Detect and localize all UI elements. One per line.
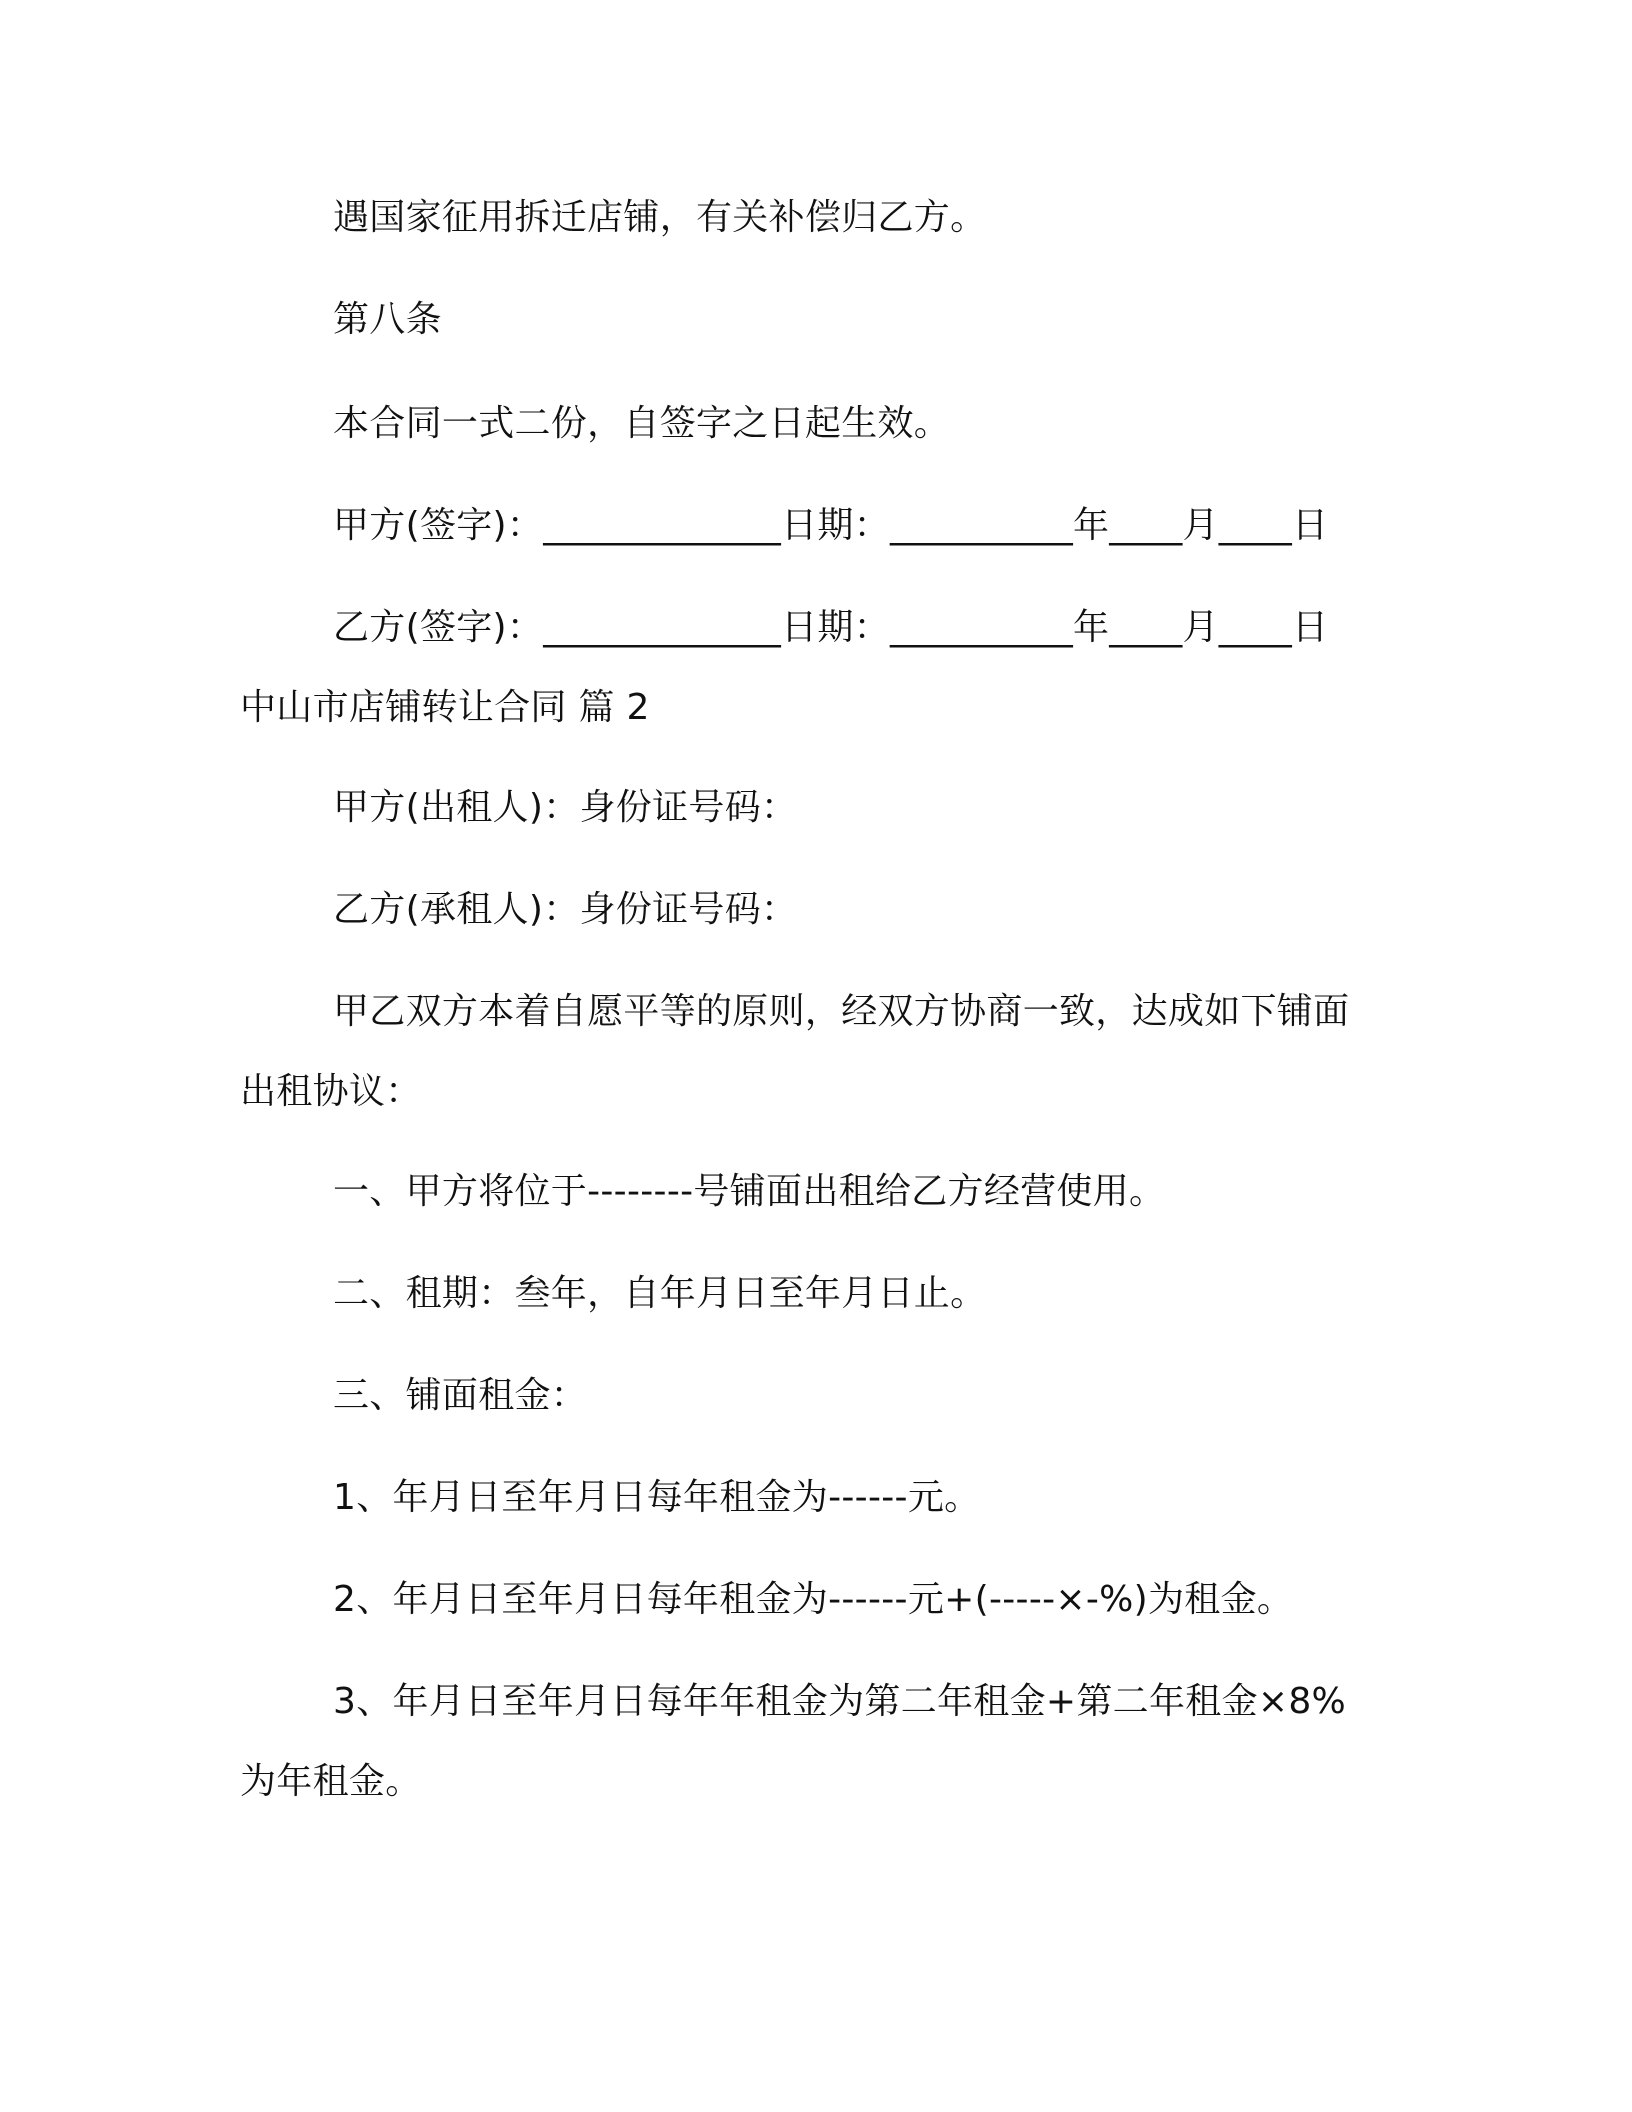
paragraph-effective: 本合同一式二份，自签字之日起生效。 [333,403,951,444]
party-b-line: 乙方(承租人)：身份证号码： [333,889,798,930]
rent-item-one: 1、年月日至年月日每年租金为------元。 [333,1477,981,1518]
rent-item-three-line-2: 为年租金。 [240,1761,422,1802]
paragraph-compensation: 遇国家征用拆迁店铺，有关补偿归乙方。 [333,197,987,238]
clause-three-heading: 三、铺面租金： [333,1375,588,1416]
rent-item-two: 2、年月日至年月日每年租金为------元+(-----×-%)为租金。 [333,1579,1294,1620]
signature-line-party-b: 乙方(签字)：_____________日期：__________年____月____日 [333,607,1329,648]
section-title: 中山市店铺转让合同 篇 2 [240,687,650,728]
clause-one: 一、甲方将位于--------号铺面出租给乙方经营使用。 [333,1171,1166,1212]
agreement-intro-line-2: 出租协议： [240,1071,422,1112]
rent-item-three-line-1: 3、年月日至年月日每年年租金为第二年租金+第二年租金×8% [333,1681,1347,1722]
clause-two: 二、租期：叁年，自年月日至年月日止。 [333,1273,987,1314]
agreement-intro-line-1: 甲乙双方本着自愿平等的原则，经双方协商一致，达成如下铺面 [333,991,1350,1032]
article-eight-heading: 第八条 [333,299,442,340]
party-a-line: 甲方(出租人)：身份证号码： [333,787,798,828]
signature-line-party-a: 甲方(签字)：_____________日期：__________年____月____日 [333,505,1329,546]
